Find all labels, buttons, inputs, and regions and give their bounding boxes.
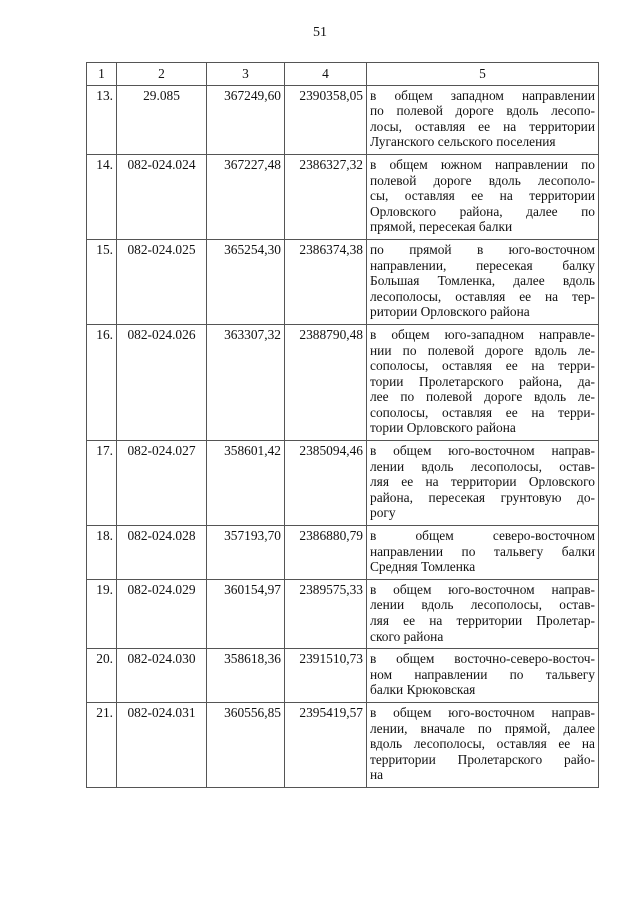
coordinate-x-cell: 358618,36 bbox=[207, 649, 285, 703]
coordinate-x-cell: 367249,60 bbox=[207, 85, 285, 154]
point-code-cell: 29.085 bbox=[117, 85, 207, 154]
coordinate-y-cell: 2386880,79 bbox=[285, 526, 367, 580]
table-row bbox=[87, 324, 599, 440]
description-line: в общем северо-восточном bbox=[370, 528, 595, 544]
row-number-cell: 20. bbox=[87, 649, 117, 703]
table-row bbox=[87, 579, 599, 648]
description-line: сополосы, оставляя ее на терри- bbox=[370, 358, 595, 374]
description-line: нии по полевой дороге вдоль ле- bbox=[370, 342, 595, 358]
coordinate-y-cell: 2385094,46 bbox=[285, 441, 367, 526]
table-row bbox=[87, 239, 599, 324]
boundary-description-cell bbox=[367, 154, 599, 239]
description-line: лении вдоль лесополосы, остав- bbox=[370, 597, 595, 613]
description-line: ляя ее на территории Пролетар- bbox=[370, 613, 595, 628]
description-line: направлении, пересекая балку bbox=[370, 257, 595, 273]
coordinate-x-cell: 360154,97 bbox=[207, 579, 285, 648]
table-row bbox=[87, 85, 599, 154]
description-line: лесополосы, оставляя ее на тер- bbox=[370, 288, 595, 304]
coordinate-x-cell: 367227,48 bbox=[207, 154, 285, 239]
description-line: сополосы, оставляя ее на терри- bbox=[370, 404, 595, 420]
description-line: тории Пролетарского района, да- bbox=[370, 373, 595, 389]
description-line: в общем южном направлении по bbox=[370, 156, 595, 172]
point-code-cell: 082-024.030 bbox=[117, 649, 207, 703]
description-line: сы, оставляя ее на территории bbox=[370, 188, 595, 204]
description-line: направлении по тальвегу балки bbox=[370, 543, 595, 559]
table-row bbox=[87, 526, 599, 580]
description-line: в общем юго-западном направле- bbox=[370, 326, 595, 342]
point-code-cell: 082-024.027 bbox=[117, 441, 207, 526]
table-row bbox=[87, 154, 599, 239]
coordinate-y-cell: 2395419,57 bbox=[285, 702, 367, 787]
description-line: рогу bbox=[370, 505, 396, 521]
boundary-description-cell bbox=[367, 649, 599, 703]
table-header-row bbox=[87, 63, 599, 86]
row-number-cell: 14. bbox=[87, 154, 117, 239]
description-line: лении, вначале по прямой, далее bbox=[370, 720, 595, 736]
description-line: ритории Орловского района bbox=[370, 304, 530, 320]
description-line: по прямой в юго-восточном bbox=[370, 241, 595, 257]
point-code-cell: 082-024.029 bbox=[117, 579, 207, 648]
boundary-description-cell bbox=[367, 526, 599, 580]
description-line: лее по полевой дороге вдоль ле- bbox=[370, 389, 595, 405]
description-line: ского района bbox=[370, 628, 444, 644]
header-cell: 2 bbox=[117, 63, 207, 86]
point-code-cell: 082-024.024 bbox=[117, 154, 207, 239]
coordinate-x-cell: 365254,30 bbox=[207, 239, 285, 324]
coordinate-x-cell: 357193,70 bbox=[207, 526, 285, 580]
header-cell: 4 bbox=[285, 63, 367, 86]
description-line: лении вдоль лесополосы, остав- bbox=[370, 458, 595, 474]
description-line: балки Крюковская bbox=[370, 682, 476, 698]
description-line: ляя ее на территории Орловского bbox=[370, 474, 595, 490]
table-row bbox=[87, 649, 599, 703]
description-line: в общем западном направлении bbox=[370, 87, 595, 103]
coordinate-y-cell: 2391510,73 bbox=[285, 649, 367, 703]
point-code-cell: 082-024.025 bbox=[117, 239, 207, 324]
description-line: тории Орловского района bbox=[370, 420, 516, 436]
row-number-cell: 16. bbox=[87, 324, 117, 440]
description-line: в общем юго-восточном направ- bbox=[370, 581, 595, 597]
description-line: в общем юго-восточном направ- bbox=[370, 704, 595, 720]
description-line: лосы, оставляя ее на территории bbox=[370, 118, 595, 134]
description-line: Луганского сельского поселения bbox=[370, 134, 556, 150]
row-number-cell: 13. bbox=[87, 85, 117, 154]
row-number-cell: 17. bbox=[87, 441, 117, 526]
coordinate-y-cell: 2386327,32 bbox=[285, 154, 367, 239]
coordinate-y-cell: 2388790,48 bbox=[285, 324, 367, 440]
coordinate-x-cell: 360556,85 bbox=[207, 702, 285, 787]
boundary-table bbox=[86, 62, 599, 788]
description-line: в общем юго-восточном направ- bbox=[370, 443, 595, 459]
point-code-cell: 082-024.026 bbox=[117, 324, 207, 440]
point-code-cell: 082-024.031 bbox=[117, 702, 207, 787]
boundary-description-cell bbox=[367, 702, 599, 787]
coordinate-y-cell: 2389575,33 bbox=[285, 579, 367, 648]
coordinate-y-cell: 2386374,38 bbox=[285, 239, 367, 324]
header-cell: 3 bbox=[207, 63, 285, 86]
description-line: Средняя Томленка bbox=[370, 559, 476, 575]
boundary-description-cell bbox=[367, 239, 599, 324]
description-line: полевой дороге вдоль лесополо- bbox=[370, 172, 595, 188]
description-line: прямой, пересекая балки bbox=[370, 219, 513, 235]
description-line: Большая Томленка, далее вдоль bbox=[370, 273, 595, 289]
table-row bbox=[87, 441, 599, 526]
row-number-cell: 15. bbox=[87, 239, 117, 324]
description-line: на bbox=[370, 767, 384, 783]
boundary-description-cell bbox=[367, 579, 599, 648]
boundary-description-cell bbox=[367, 324, 599, 440]
description-line: Орловского района, далее по bbox=[370, 203, 595, 219]
description-line: ном направлении по тальвегу bbox=[370, 666, 595, 682]
header-cell: 5 bbox=[367, 63, 599, 86]
boundary-description-cell bbox=[367, 85, 599, 154]
description-line: вдоль лесополосы, оставляя ее на bbox=[370, 736, 595, 752]
boundary-description-cell bbox=[367, 441, 599, 526]
coordinate-x-cell: 363307,32 bbox=[207, 324, 285, 440]
row-number-cell: 19. bbox=[87, 579, 117, 648]
description-line: в общем восточно-северо-восточ- bbox=[370, 651, 595, 667]
header-cell: 1 bbox=[87, 63, 117, 86]
row-number-cell: 21. bbox=[87, 702, 117, 787]
row-number-cell: 18. bbox=[87, 526, 117, 580]
point-code-cell: 082-024.028 bbox=[117, 526, 207, 580]
coordinate-y-cell: 2390358,05 bbox=[285, 85, 367, 154]
coordinate-x-cell: 358601,42 bbox=[207, 441, 285, 526]
description-line: по полевой дороге вдоль лесопо- bbox=[370, 103, 595, 119]
description-line: района, пересекая грунтовую до- bbox=[370, 489, 595, 505]
page-number: 51 bbox=[313, 25, 327, 40]
table-row bbox=[87, 702, 599, 787]
description-line: территории Пролетарского райо- bbox=[370, 751, 595, 767]
